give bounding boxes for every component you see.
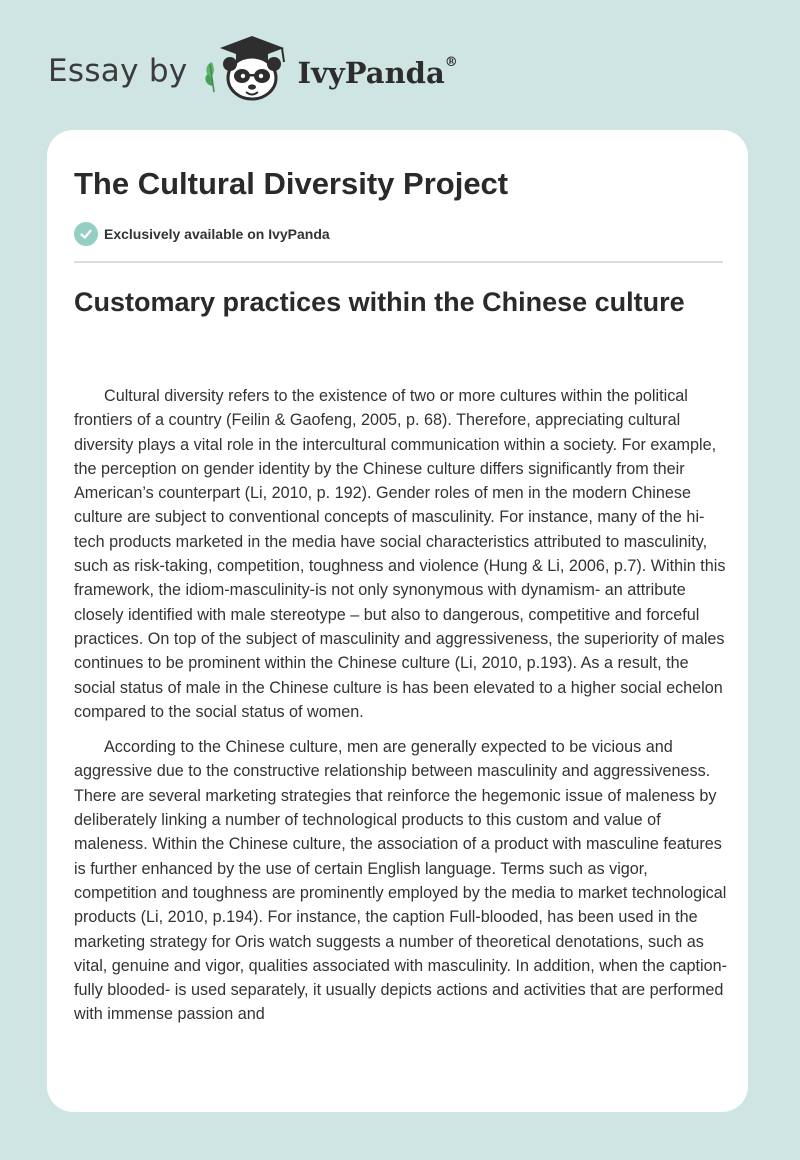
page-title: The Cultural Diversity Project xyxy=(74,166,509,201)
panda-logo-icon xyxy=(202,34,294,104)
essay-by-label: Essay by xyxy=(48,53,188,89)
paragraph: Cultural diversity refers to the existence of two or more cultures within the political frontiers of a country (Feilin & Gaofeng, 2005, p. 68). Therefore, appreciating cultural diversity plays a vital role in the intercultural communication within a society. For example, the perception on gender identity by the Chinese culture differs significantly from their American’s counterpart (Li, 2010, p. 192). Gender roles of men in the modern Chinese culture are subject to conventional concepts of masculinity. For instance, many of the hi-tech products marketed in the media have social characteristics attributed to masculinity, such as risk-taking, competition, toughness and violence (Hung & Li, 2006, p.7). Within this framework, the idiom-masculinity-is not only synonymous with dynamism- an attribute closely identified with male stereotype – but also to dangerous, competitive and forceful practices. On top of the subject of masculinity and aggressiveness, the superiority of males continues to be prominent within the Chinese culture (Li, 2010, p.193). As a result, the social status of male in the Chinese culture is has been elevated to a higher social echelon compared to the social status of women. xyxy=(74,387,726,721)
exclusive-badge xyxy=(74,222,330,246)
badge-label: Exclusively available on IvyPanda xyxy=(104,226,330,242)
section-heading: Customary practices within the Chinese culture xyxy=(74,287,685,317)
registered-mark: ® xyxy=(444,55,458,71)
check-icon xyxy=(74,222,98,246)
brand-name: IvyPanda® xyxy=(297,55,458,90)
essay-body xyxy=(74,384,728,1038)
divider xyxy=(74,261,723,263)
paragraph: According to the Chinese culture, men are generally expected to be vicious and aggressive due to the constructive relationship between masculinity and aggressiveness. There are several marketing strategies that reinforce the hegemonic issue of maleness by deliberately linking a number of technological products to this custom and value of maleness. Within the Chinese culture, the association of a product with masculine features is further enhanced by the use of certain English language. Terms such as vigor, competition and toughness are prominently employed by the media to market technological products (Li, 2010, p.194). For instance, the caption Full-blooded, has been used in the marketing strategy for Oris watch suggests a number of theoretical denotations, such as vital, genuine and vigor, qualities associated with masculinity. In addition, when the caption- fully blooded- is used separately, it usually depicts actions and activities that are performed with immense passion and xyxy=(74,738,727,1024)
brand-logo[interactable] xyxy=(48,36,458,106)
site-header xyxy=(0,0,800,125)
essay-card xyxy=(47,130,748,1112)
leaf-icon xyxy=(205,62,214,92)
